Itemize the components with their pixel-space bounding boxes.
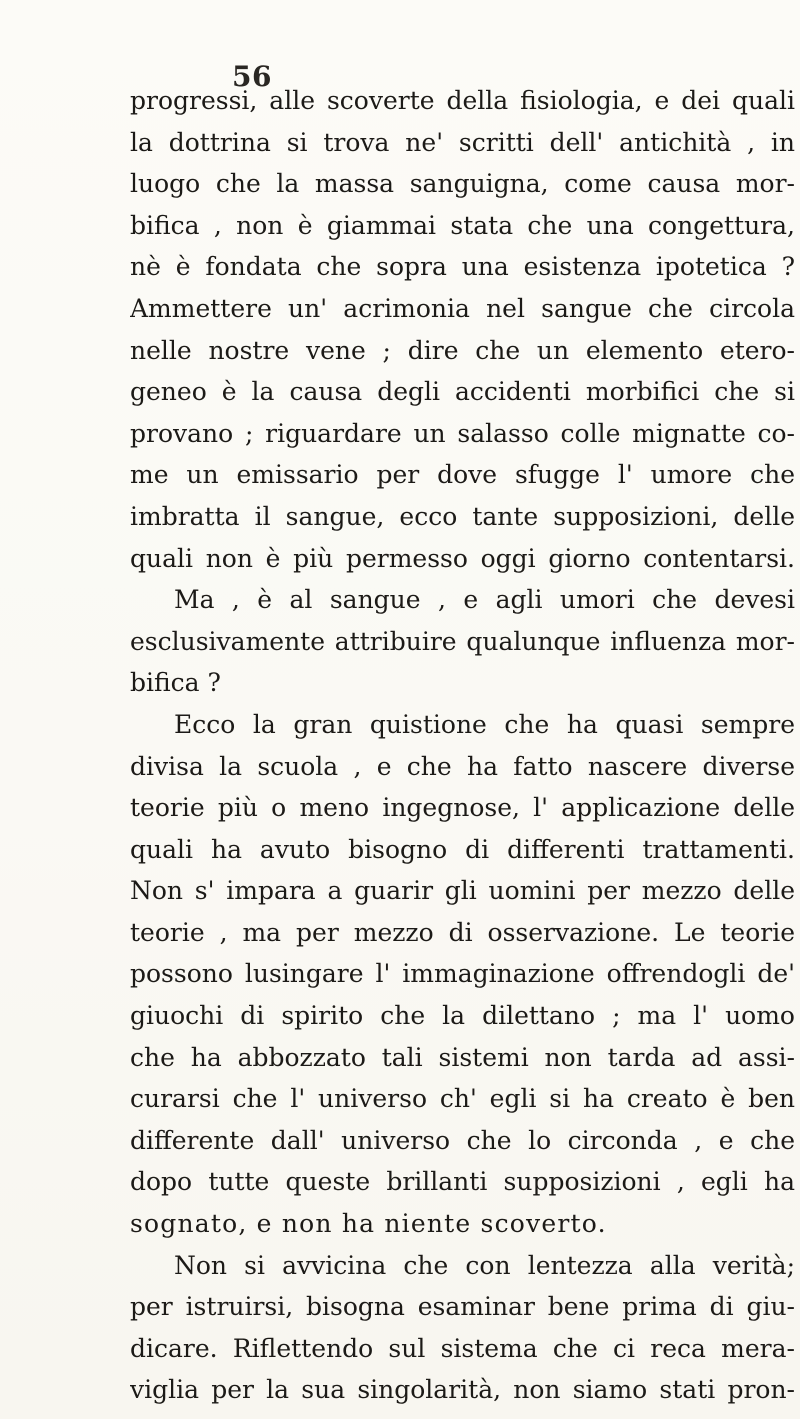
text-line: viglia per la sua singolarità, non siamo stati pron-	[130, 1375, 795, 1405]
text-line: curarsi che l' universo ch' egli si ha creato è ben	[130, 1084, 795, 1114]
body-text	[130, 80, 795, 1411]
text-line: luogo che la massa sanguigna, come causa mor-	[130, 169, 795, 199]
text-line: bifica , non è giammai stata che una congettura,	[130, 210, 795, 240]
text-line: provano ; riguardare un salasso colle mignatte co-	[130, 418, 795, 448]
paragraph-end-line: bifica ?	[130, 668, 221, 698]
text-line: Ammettere un' acrimonia nel sangue che circola	[130, 293, 795, 323]
text-line: la dottrina si trova ne' scritti dell' antichità , in	[130, 127, 795, 157]
text-line: teorie , ma per mezzo di osservazione. Le teorie	[130, 917, 795, 947]
text-line: nè è fondata che sopra una esistenza ipotetica ?	[130, 252, 795, 282]
text-line: differente dall' universo che lo circonda , e che	[130, 1125, 795, 1155]
text-line: geneo è la causa degli accidenti morbifici che si	[130, 377, 795, 407]
text-line: dopo tutte queste brillanti supposizioni , egli ha	[130, 1167, 795, 1197]
text-line: imbratta il sangue, ecco tante supposizioni, delle	[130, 501, 795, 531]
text-line: divisa la scuola , e che ha fatto nascere diverse	[130, 751, 795, 781]
text-line: esclusivamente attribuire qualunque influenza mor-	[130, 626, 795, 656]
text-line: me un emissario per dove sfugge l' umore che	[130, 460, 795, 490]
text-line: quali non è più permesso oggi giorno contentarsi.	[130, 543, 795, 573]
paragraph-start-line: Non si avvicina che con lentezza alla verità;	[174, 1250, 795, 1280]
text-line: progressi, alle scoverte della fisiologia, e dei quali	[130, 86, 795, 115]
text-line: dicare. Riflettendo sul sistema che ci reca mera-	[130, 1333, 795, 1363]
page-number: 56	[232, 60, 272, 93]
text-line: teorie più o meno ingegnose, l' applicazione delle	[130, 793, 795, 823]
paragraph-start-line: Ecco la gran quistione che ha quasi sempre	[174, 709, 795, 739]
text-line: nelle nostre vene ; dire che un elemento etero-	[130, 335, 795, 365]
text-line: Non s' impara a guarir gli uomini per mezzo delle	[130, 876, 795, 906]
paragraph-end-line: sognato, e non ha niente scoverto.	[130, 1209, 607, 1239]
text-line: giuochi di spirito che la dilettano ; ma l' uomo	[130, 1001, 795, 1031]
text-line: che ha abbozzato tali sistemi non tarda ad assi-	[130, 1042, 795, 1072]
paragraph-start-line: Ma , è al sangue , e agli umori che devesi	[174, 585, 795, 615]
text-line: possono lusingare l' immaginazione offrendogli de'	[130, 959, 795, 989]
text-line: quali ha avuto bisogno di differenti trattamenti.	[130, 834, 795, 864]
text-line: per istruirsi, bisogna esaminar bene prima di giu-	[130, 1292, 795, 1322]
